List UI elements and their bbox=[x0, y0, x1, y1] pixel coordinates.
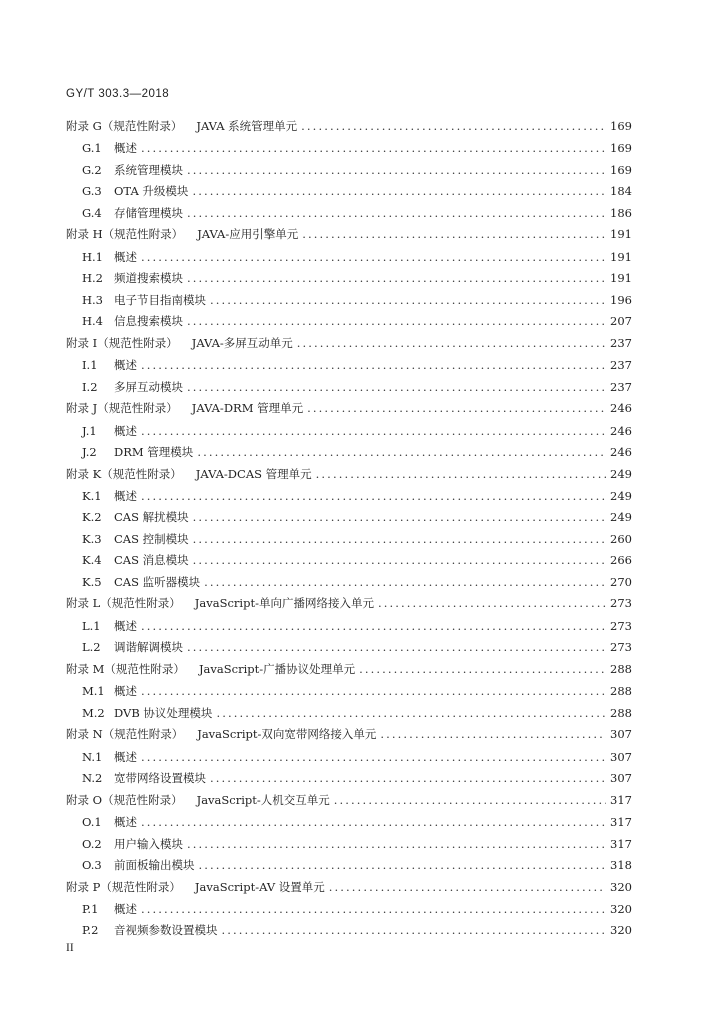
toc-entry-page: 288 bbox=[610, 705, 632, 720]
toc-entry-page: 317 bbox=[610, 792, 632, 807]
toc-leader-dots bbox=[302, 227, 606, 241]
toc-entry-title: OTA 升级模块 bbox=[114, 184, 189, 199]
toc-entry-title: JAVA-应用引擎单元 bbox=[197, 227, 299, 242]
toc-entry-page: 184 bbox=[610, 184, 632, 199]
toc-entry-title: JAVA-DCAS 管理单元 bbox=[195, 466, 312, 481]
toc-leader-dots bbox=[193, 510, 606, 524]
toc-leader-dots bbox=[210, 293, 606, 307]
toc-entry-title: 概述 bbox=[114, 684, 137, 699]
toc-section-entry[interactable] bbox=[66, 836, 632, 858]
toc-entry-title: JavaScript-单向广播网络接入单元 bbox=[194, 596, 374, 611]
toc-entry-number: P.2 bbox=[82, 923, 99, 938]
toc-leader-dots bbox=[301, 119, 606, 133]
toc-entry-page: 320 bbox=[610, 923, 632, 938]
toc-entry-title: 频道搜索模块 bbox=[114, 271, 183, 286]
toc-entry-title: 调谐解调模块 bbox=[114, 640, 183, 655]
toc-leader-dots bbox=[141, 358, 606, 372]
toc-section-entry[interactable] bbox=[66, 379, 632, 401]
toc-leader-dots bbox=[316, 467, 606, 481]
toc-entry-title: DRM 管理模块 bbox=[114, 445, 194, 460]
toc-section-entry[interactable] bbox=[66, 488, 632, 510]
toc-entry-number: 附录 J（规范性附录） bbox=[66, 401, 178, 416]
toc-leader-dots bbox=[204, 575, 606, 589]
toc-leader-dots bbox=[141, 684, 606, 698]
toc-entry-number: L.1 bbox=[82, 618, 101, 633]
toc-entry-page: 186 bbox=[610, 205, 632, 220]
toc-section-entry[interactable] bbox=[66, 770, 632, 792]
toc-section-entry[interactable] bbox=[66, 140, 632, 162]
toc-entry-page: 270 bbox=[610, 574, 632, 589]
toc-section-entry[interactable] bbox=[66, 509, 632, 531]
toc-entry-page: 273 bbox=[610, 618, 632, 633]
toc-entry-title: CAS 控制模块 bbox=[114, 531, 189, 546]
toc-section-entry[interactable] bbox=[66, 683, 632, 705]
toc-entry-number: 附录 O（规范性附录） bbox=[66, 792, 183, 807]
toc-entry-number: 附录 I（规范性附录） bbox=[66, 335, 178, 350]
toc-entry-title: 概述 bbox=[114, 749, 137, 764]
toc-leader-dots bbox=[197, 445, 606, 459]
toc-entry-number: M.1 bbox=[82, 684, 105, 699]
toc-entry-number: H.3 bbox=[82, 292, 104, 307]
toc-appendix-entry[interactable] bbox=[66, 118, 632, 140]
toc-entry-title: 音视频参数设置模块 bbox=[114, 923, 218, 938]
toc-entry-number: P.1 bbox=[82, 901, 99, 916]
toc-entry-page: 169 bbox=[610, 162, 632, 177]
toc-entry-page: 318 bbox=[610, 858, 632, 873]
toc-entry-number: K.1 bbox=[82, 488, 102, 503]
toc-leader-dots bbox=[187, 314, 606, 328]
page-number: II bbox=[66, 942, 74, 954]
toc-entry-page: 246 bbox=[610, 401, 632, 416]
toc-section-entry[interactable] bbox=[66, 749, 632, 771]
toc-entry-number: N.1 bbox=[82, 749, 103, 764]
toc-leader-dots bbox=[141, 902, 606, 916]
toc-leader-dots bbox=[141, 424, 606, 438]
toc-leader-dots bbox=[141, 250, 606, 264]
toc-entry-title: 概述 bbox=[114, 423, 137, 438]
toc-section-entry[interactable] bbox=[66, 249, 632, 271]
toc-leader-dots bbox=[359, 662, 606, 676]
toc-entry-number: J.1 bbox=[82, 423, 97, 438]
toc-section-entry[interactable] bbox=[66, 444, 632, 466]
toc-leader-dots bbox=[193, 553, 606, 567]
toc-leader-dots bbox=[199, 858, 607, 872]
toc-entry-number: H.4 bbox=[82, 314, 104, 329]
toc-entry-number: K.5 bbox=[82, 574, 102, 589]
toc-leader-dots bbox=[307, 401, 606, 415]
toc-appendix-entry[interactable] bbox=[66, 466, 632, 488]
toc-entry-number: 附录 P（规范性附录） bbox=[66, 879, 181, 894]
toc-entry-title: JAVA-多屏互动单元 bbox=[191, 335, 293, 350]
toc-entry-page: 320 bbox=[610, 901, 632, 916]
toc-entry-title: 概述 bbox=[114, 358, 137, 373]
toc-entry-number: 附录 N（规范性附录） bbox=[66, 727, 184, 742]
toc-entry-number: G.3 bbox=[82, 184, 102, 199]
toc-section-entry[interactable] bbox=[66, 205, 632, 227]
toc-entry-page: 249 bbox=[610, 488, 632, 503]
toc-leader-dots bbox=[187, 206, 606, 220]
toc-entry-page: 196 bbox=[610, 292, 632, 307]
toc-leader-dots bbox=[187, 271, 606, 285]
toc-entry-page: 273 bbox=[610, 596, 632, 611]
toc-leader-dots bbox=[380, 727, 606, 741]
toc-entry-title: 系统管理模块 bbox=[114, 162, 183, 177]
toc-entry-page: 260 bbox=[610, 531, 632, 546]
toc-entry-page: 317 bbox=[610, 836, 632, 851]
toc-entry-page: 266 bbox=[610, 553, 632, 568]
toc-entry-number: K.3 bbox=[82, 531, 102, 546]
toc-section-entry[interactable] bbox=[66, 357, 632, 379]
toc-leader-dots bbox=[192, 184, 606, 198]
toc-leader-dots bbox=[222, 923, 607, 937]
toc-entry-title: 概述 bbox=[114, 815, 137, 830]
toc-leader-dots bbox=[334, 793, 606, 807]
toc-leader-dots bbox=[329, 880, 606, 894]
toc-entry-number: 附录 H（规范性附录） bbox=[66, 227, 184, 242]
toc-section-entry[interactable] bbox=[66, 270, 632, 292]
toc-entry-title: 信息搜索模块 bbox=[114, 314, 183, 329]
toc-leader-dots bbox=[141, 141, 606, 155]
toc-entry-title: 概述 bbox=[114, 901, 137, 916]
toc-entry-title: 多屏互动模块 bbox=[114, 379, 183, 394]
toc-entry-title: JavaScript-AV 设置单元 bbox=[194, 879, 325, 894]
toc-entry-title: 前面板输出模块 bbox=[114, 858, 195, 873]
toc-section-entry[interactable] bbox=[66, 183, 632, 205]
toc-entry-page: 191 bbox=[610, 271, 632, 286]
toc-entry-number: L.2 bbox=[82, 640, 101, 655]
toc-appendix-entry[interactable] bbox=[66, 792, 632, 814]
toc-entry-number: J.2 bbox=[82, 445, 97, 460]
toc-entry-page: 191 bbox=[610, 227, 632, 242]
toc-entry-number: O.1 bbox=[82, 815, 102, 830]
toc-entry-number: K.4 bbox=[82, 553, 102, 568]
toc-section-entry[interactable] bbox=[66, 618, 632, 640]
toc-entry-page: 307 bbox=[610, 749, 632, 764]
toc-leader-dots bbox=[187, 837, 606, 851]
toc-leader-dots bbox=[187, 163, 606, 177]
toc-appendix-entry[interactable] bbox=[66, 879, 632, 901]
toc-entry-page: 246 bbox=[610, 423, 632, 438]
toc-leader-dots bbox=[210, 771, 606, 785]
toc-entry-number: H.2 bbox=[82, 271, 104, 286]
toc-section-entry[interactable] bbox=[66, 574, 632, 596]
toc-entry-page: 207 bbox=[610, 314, 632, 329]
toc-entry-title: 概述 bbox=[114, 141, 137, 156]
toc-entry-page: 307 bbox=[610, 727, 632, 742]
toc-entry-number: O.3 bbox=[82, 858, 102, 873]
toc-entry-title: JAVA-DRM 管理单元 bbox=[191, 401, 304, 416]
toc-entry-page: 273 bbox=[610, 640, 632, 655]
toc-entry-number: N.2 bbox=[82, 771, 103, 786]
toc-entry-number: I.1 bbox=[82, 358, 98, 373]
toc-appendix-entry[interactable] bbox=[66, 595, 632, 617]
toc-entry-page: 249 bbox=[610, 466, 632, 481]
toc-entry-title: 概述 bbox=[114, 249, 137, 264]
toc-leader-dots bbox=[193, 532, 606, 546]
toc-leader-dots bbox=[216, 706, 606, 720]
toc-entry-title: CAS 消息模块 bbox=[114, 553, 189, 568]
toc-leader-dots bbox=[141, 619, 606, 633]
toc-entry-title: DVB 协议处理模块 bbox=[114, 705, 213, 720]
toc-appendix-entry[interactable] bbox=[66, 400, 632, 422]
toc-section-entry[interactable] bbox=[66, 705, 632, 727]
toc-entry-page: 288 bbox=[610, 661, 632, 676]
toc-entry-title: CAS 解扰模块 bbox=[114, 510, 189, 525]
toc-entry-page: 191 bbox=[610, 249, 632, 264]
toc-entry-number: I.2 bbox=[82, 379, 98, 394]
toc-entry-page: 320 bbox=[610, 879, 632, 894]
toc-entry-page: 237 bbox=[610, 335, 632, 350]
toc-entry-page: 237 bbox=[610, 358, 632, 373]
toc-section-entry[interactable] bbox=[66, 814, 632, 836]
toc-entry-number: 附录 G（规范性附录） bbox=[66, 119, 183, 133]
toc-appendix-entry[interactable] bbox=[66, 661, 632, 683]
toc-entry-page: 237 bbox=[610, 379, 632, 394]
toc-section-entry[interactable] bbox=[66, 857, 632, 879]
toc-leader-dots bbox=[141, 815, 606, 829]
toc-leader-dots bbox=[187, 380, 606, 394]
toc-entry-title: JavaScript-广播协议处理单元 bbox=[198, 661, 356, 676]
toc-entry-title: JavaScript-双向宽带网络接入单元 bbox=[197, 727, 377, 742]
toc-entry-page: 169 bbox=[610, 119, 632, 133]
toc-entry-page: 307 bbox=[610, 771, 632, 786]
toc-section-entry[interactable] bbox=[66, 292, 632, 314]
toc-section-entry[interactable] bbox=[66, 552, 632, 574]
toc-section-entry[interactable] bbox=[66, 531, 632, 553]
toc-entry-number: K.2 bbox=[82, 510, 102, 525]
toc-section-entry[interactable] bbox=[66, 922, 632, 944]
toc-entry-number: G.4 bbox=[82, 205, 102, 220]
toc-entry-number: M.2 bbox=[82, 705, 105, 720]
toc-entry-number: 附录 L（规范性附录） bbox=[66, 596, 181, 611]
toc-entry-title: 用户输入模块 bbox=[114, 836, 183, 851]
toc-entry-title: JAVA 系统管理单元 bbox=[196, 119, 298, 133]
toc-entry-title: JavaScript-人机交互单元 bbox=[196, 792, 330, 807]
toc-appendix-entry[interactable] bbox=[66, 726, 632, 748]
toc-leader-dots bbox=[141, 750, 606, 764]
toc-entry-title: 概述 bbox=[114, 488, 137, 503]
toc-entry-page: 249 bbox=[610, 510, 632, 525]
toc-entry-title: 电子节目指南模块 bbox=[114, 292, 206, 307]
toc-section-entry[interactable] bbox=[66, 162, 632, 184]
toc-entry-page: 317 bbox=[610, 815, 632, 830]
toc-entry-title: 宽带网络设置模块 bbox=[114, 771, 206, 786]
toc-entry-number: G.1 bbox=[82, 141, 102, 156]
toc-entry-page: 288 bbox=[610, 684, 632, 699]
table-of-contents bbox=[66, 118, 632, 944]
toc-leader-dots bbox=[187, 640, 606, 654]
toc-entry-number: O.2 bbox=[82, 836, 102, 851]
toc-entry-number: 附录 M（规范性附录） bbox=[66, 661, 185, 676]
toc-section-entry[interactable] bbox=[66, 423, 632, 445]
toc-entry-number: G.2 bbox=[82, 162, 102, 177]
toc-section-entry[interactable] bbox=[66, 901, 632, 923]
toc-leader-dots bbox=[141, 489, 606, 503]
toc-appendix-entry[interactable] bbox=[66, 226, 632, 248]
toc-leader-dots bbox=[378, 596, 606, 610]
toc-entry-title: 存储管理模块 bbox=[114, 205, 183, 220]
toc-section-entry[interactable] bbox=[66, 313, 632, 335]
toc-entry-page: 169 bbox=[610, 141, 632, 156]
toc-entry-title: 概述 bbox=[114, 618, 137, 633]
toc-entry-title: CAS 监听器模块 bbox=[114, 574, 201, 589]
toc-leader-dots bbox=[297, 336, 606, 350]
standard-code: GY/T 303.3—2018 bbox=[66, 88, 170, 100]
toc-entry-page: 246 bbox=[610, 445, 632, 460]
toc-entry-number: 附录 K（规范性附录） bbox=[66, 466, 182, 481]
toc-section-entry[interactable] bbox=[66, 639, 632, 661]
toc-appendix-entry[interactable] bbox=[66, 335, 632, 357]
toc-entry-number: H.1 bbox=[82, 249, 104, 264]
